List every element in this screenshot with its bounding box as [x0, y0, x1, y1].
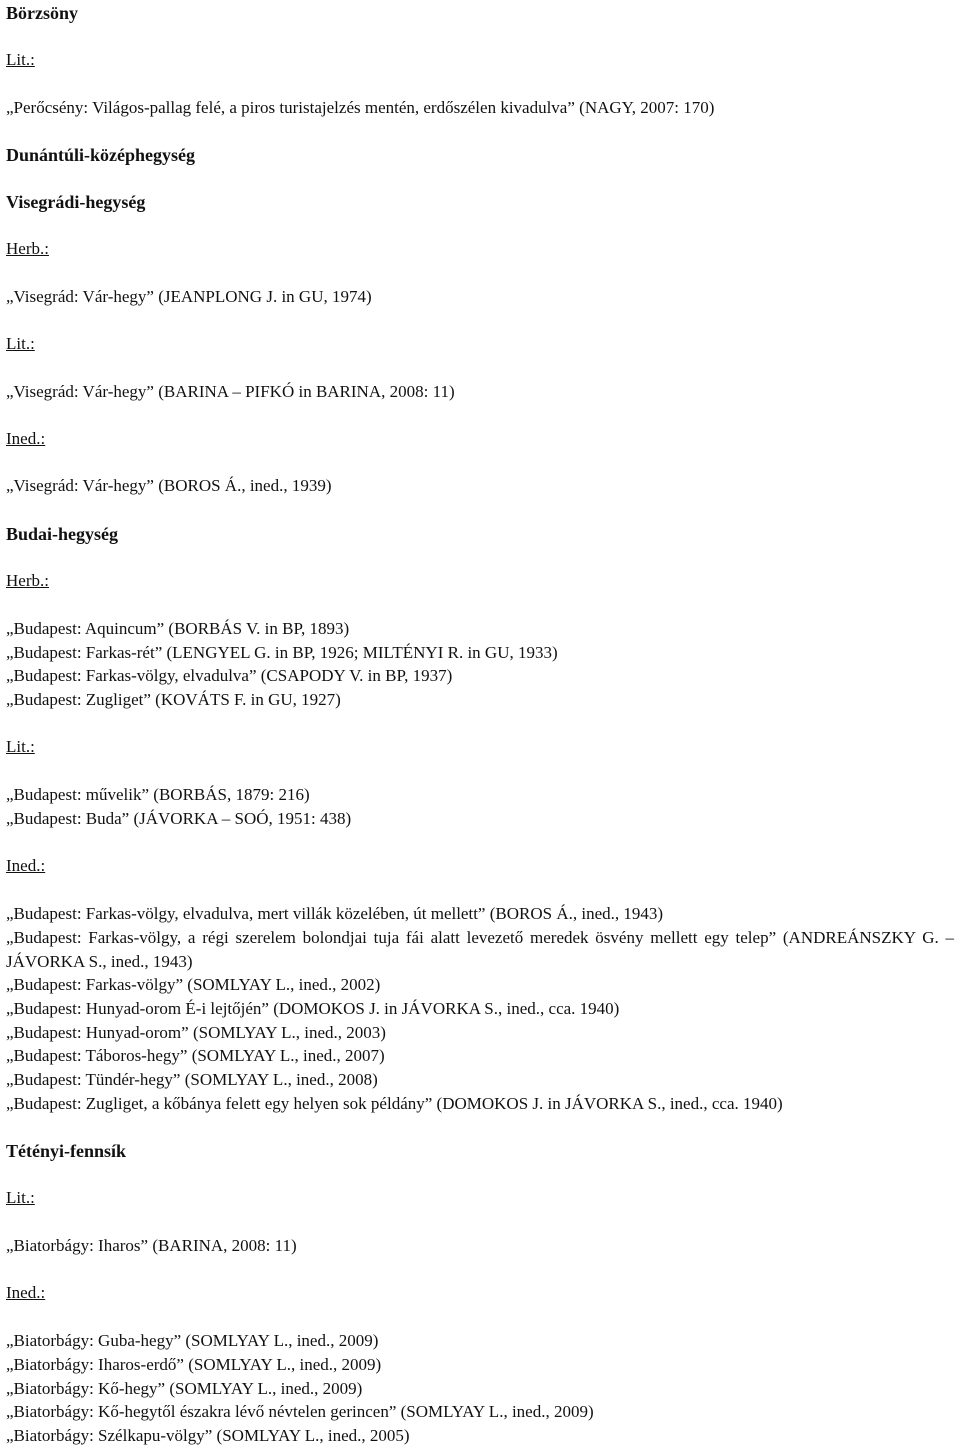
section-title-budai: Budai-hegység [6, 524, 119, 544]
ined-entry: „Budapest: Táboros-hegy” (SOMLYAY L., ined., 2007) [6, 1046, 385, 1065]
lit-entry: „Visegrád: Vár-hegy” (BARINA – PIFKÓ in BARINA, 2008: 11) [6, 382, 455, 401]
ined-entry: „Budapest: Hunyad-orom” (SOMLYAY L., ined., 2003) [6, 1023, 386, 1042]
herb-label: Herb.: [6, 239, 49, 258]
ined-entry: „Biatorbágy: Iharos-erdő” (SOMLYAY L., ined., 2009) [6, 1355, 382, 1374]
lit-label: Lit.: [6, 334, 35, 353]
ined-entry: „Visegrád: Vár-hegy” (BOROS Á., ined., 1939) [6, 476, 332, 495]
lit-entry: „Budapest: Buda” (JÁVORKA – SOÓ, 1951: 438) [6, 809, 352, 828]
lit-label: Lit.: [6, 737, 35, 756]
ined-entry: „Biatorbágy: Szélkapu-völgy” (SOMLYAY L., ined., 2005) [6, 1426, 410, 1445]
section-title-dunantul: Dunántúli-középhegység [6, 145, 196, 165]
herb-entry: „Visegrád: Vár-hegy” (JEANPLONG J. in GU, 1974) [6, 287, 372, 306]
ined-entry: „Biatorbágy: Kő-hegytől északra lévő névtelen gerincen” (SOMLYAY L., ined., 2009) [6, 1402, 594, 1421]
ined-entry: „Budapest: Farkas-völgy” (SOMLYAY L., ined., 2002) [6, 975, 381, 994]
herb-entry: „Budapest: Farkas-rét” (LENGYEL G. in BP, 1926; MILTÉNYI R. in GU, 1933) [6, 643, 558, 662]
herb-entry: „Budapest: Zugliget” (KOVÁTS F. in GU, 1927) [6, 690, 341, 709]
ined-entry: „Biatorbágy: Kő-hegy” (SOMLYAY L., ined., 2009) [6, 1379, 363, 1398]
lit-entry: „Perőcsény: Világos-pallag felé, a piros turistajelzés mentén, erdőszélen kivadulva” (NAGY, 2007: 170) [6, 98, 715, 117]
ined-entry: „Budapest: Hunyad-orom É-i lejtőjén” (DOMOKOS J. in JÁVORKA S., ined., cca. 1940) [6, 999, 620, 1018]
herb-entry: „Budapest: Aquincum” (BORBÁS V. in BP, 1893) [6, 619, 350, 638]
lit-entry: „Biatorbágy: Iharos” (BARINA, 2008: 11) [6, 1236, 297, 1255]
section-title-borzsony: Börzsöny [6, 3, 78, 23]
section-title-tetenyi: Tétényi-fennsík [6, 1141, 127, 1161]
ined-entry: „Budapest: Zugliget, a kőbánya felett egy helyen sok példány” (DOMOKOS J. in JÁVORKA S., ined., cca. 1940) [6, 1094, 783, 1113]
ined-entry: „Budapest: Tündér-hegy” (SOMLYAY L., ined., 2008) [6, 1070, 378, 1089]
section-title-visegradi: Visegrádi-hegység [6, 192, 146, 212]
ined-entry: „Budapest: Farkas-völgy, a régi szerelem bolondjai tuja fái alatt levezető meredek ösvény mellett egy telep” (ANDREÁNSZKY G. – JÁVORKA S., ined., 1943) [6, 928, 954, 971]
lit-label: Lit.: [6, 1188, 35, 1207]
ined-label: Ined.: [6, 1283, 46, 1302]
ined-label: Ined.: [6, 429, 46, 448]
ined-entry: „Budapest: Farkas-völgy, elvadulva, mert villák közelében, út mellett” (BOROS Á., ined., 1943) [6, 904, 664, 923]
ined-label: Ined.: [6, 856, 46, 875]
herb-entry: „Budapest: Farkas-völgy, elvadulva” (CSAPODY V. in BP, 1937) [6, 666, 453, 685]
herb-label: Herb.: [6, 571, 49, 590]
ined-entry: „Biatorbágy: Guba-hegy” (SOMLYAY L., ined., 2009) [6, 1331, 379, 1350]
lit-label: Lit.: [6, 50, 35, 69]
lit-entry: „Budapest: művelik” (BORBÁS, 1879: 216) [6, 785, 310, 804]
